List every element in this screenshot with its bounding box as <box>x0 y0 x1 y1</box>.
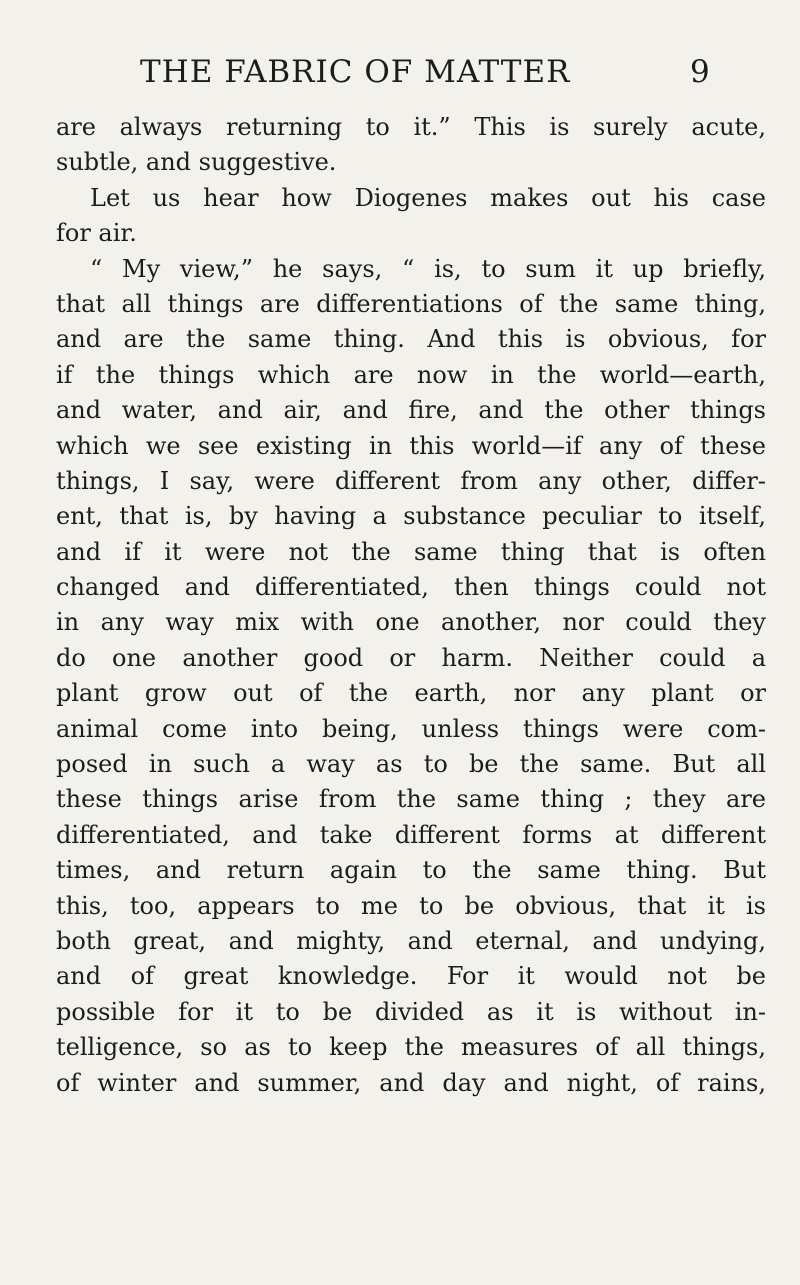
text-line: for air. <box>56 219 137 248</box>
text-line: which we see existing in this world—if any of these <box>56 431 766 460</box>
text-line: “ My view,” he says, “ is, to sum it up briefly, <box>90 254 766 283</box>
text-line: changed and differentiated, then things could not <box>56 573 766 602</box>
page-number: 9 <box>690 54 710 90</box>
text-line: telligence, so as to keep the measures of all things, <box>56 1033 766 1062</box>
text-line: things, I say, were different from any other, differ- <box>56 466 766 495</box>
text-line: possible for it to be divided as it is without in- <box>56 997 766 1026</box>
text-line: are always returning to it.” This is surely acute, <box>56 113 766 141</box>
text-line: do one another good or harm. Neither could a <box>56 643 766 672</box>
text-line: both great, and mighty, and eternal, and undying, <box>56 926 766 955</box>
text-line: that all things are differentiations of the same thing, <box>56 289 766 318</box>
text-line: and if it were not the same thing that is often <box>56 537 766 566</box>
running-head <box>0 52 800 92</box>
body-text <box>56 110 766 1101</box>
text-line: Let us hear how Diogenes makes out his case <box>90 183 766 212</box>
text-line: ent, that is, by having a substance peculiar to itself, <box>56 502 766 531</box>
text-line: posed in such a way as to be the same. But all <box>56 750 766 779</box>
text-line: and of great knowledge. For it would not be <box>56 962 766 991</box>
text-line: of winter and summer, and day and night, of rains, <box>56 1068 766 1097</box>
running-title: THE FABRIC OF MATTER <box>140 54 571 90</box>
text-line: this, too, appears to me to be obvious, that it is <box>56 891 766 920</box>
text-line: and are the same thing. And this is obvious, for <box>56 325 766 354</box>
text-line: times, and return again to the same thing. But <box>56 856 766 885</box>
text-line: these things arise from the same thing ; they are <box>56 785 766 814</box>
text-line: in any way mix with one another, nor could they <box>56 608 766 637</box>
text-line: if the things which are now in the world—earth, <box>56 360 766 389</box>
text-line: plant grow out of the earth, nor any plant or <box>56 679 766 708</box>
text-line: and water, and air, and fire, and the other things <box>56 396 766 425</box>
text-line: animal come into being, unless things were com- <box>56 714 766 743</box>
text-line: differentiated, and take different forms at different <box>56 820 766 849</box>
text-line: subtle, and suggestive. <box>56 148 337 177</box>
